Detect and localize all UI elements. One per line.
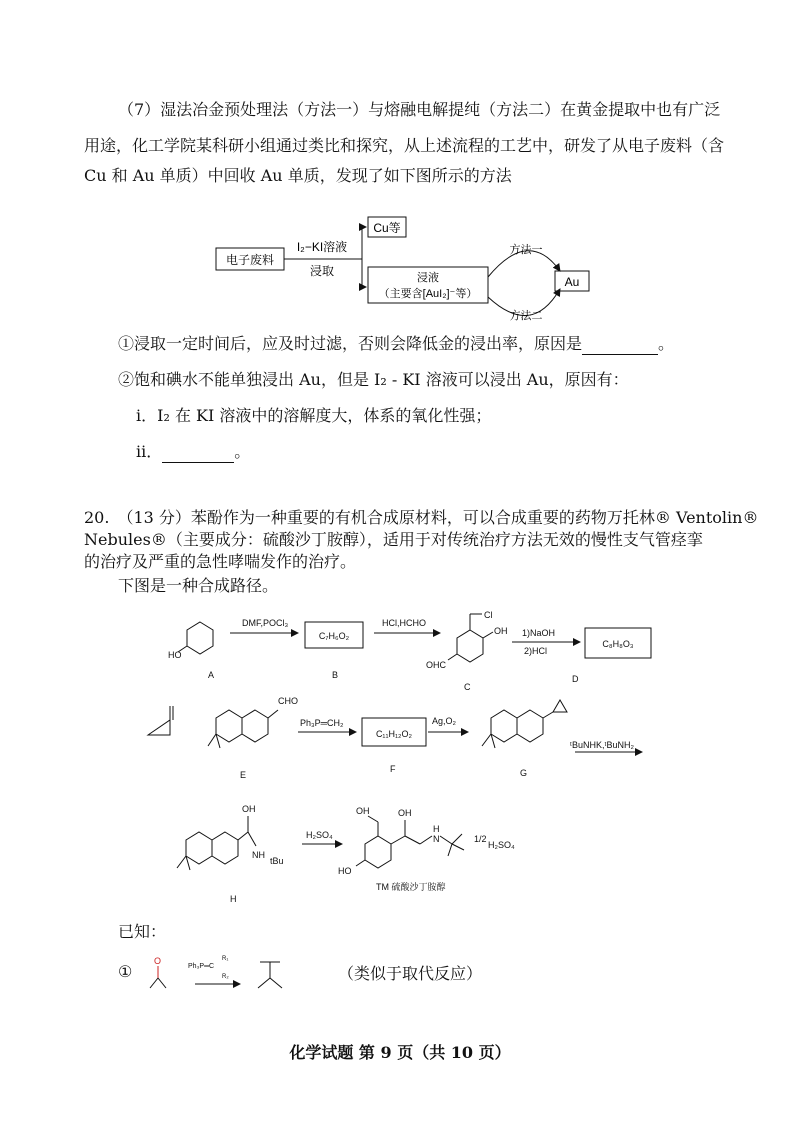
h-ring [212,832,238,864]
reagent-3b: 2)HCl [524,646,548,656]
c-hydroxyl: OH [494,626,508,636]
q7-sub2-ii: ii． 。 [136,442,251,461]
product-ring [365,836,391,868]
known-1-number: ① [118,962,133,981]
product-ho: HO [338,866,352,876]
known-1-note: （类似于取代反应） [338,964,483,983]
a-hydroxyl: HO [168,650,182,660]
carbonyl-oxygen: O [154,956,162,966]
label-d: D [572,674,579,684]
liquor-note: （主要含[AuI₂]⁻等） [378,288,478,300]
e-ring [242,710,268,742]
label-b: B [332,670,339,680]
q20-line-3: 的治疗及严重的急性哮喘发作的治疗。 [84,552,357,571]
start-label: 电子废料 [225,253,275,267]
h-tbu: tBu [270,856,284,866]
r2-label: R₂ [222,974,229,980]
q20-line-2: Nebules®（主要成分：硫酸沙丁胺醇），适用于对传统治疗方法无效的慢性支气管痉挛 [84,530,703,549]
q7-sub2: ②饱和碘水不能单独浸出 Au，但是 I₂ - KI 溶液可以浸出 Au，原因有： [118,370,629,389]
product-oh-2: OH [398,808,412,818]
h-hydroxyl: OH [242,804,256,814]
q7-line-1: （7）湿法冶金预处理法（方法一）与熔融电解提纯（方法二）在黄金提取中也有广泛 [118,100,721,119]
label-e: E [240,770,247,780]
process-label: 浸取 [309,264,335,278]
phenol-ring [187,622,213,654]
method2-label: 方法二 [509,310,543,322]
reagent-label: I₂−KI溶液 [296,240,348,254]
reagent-2: HCl,HCHO [382,618,426,628]
reagent-5: Ag,O₂ [432,716,457,726]
g-ring [517,710,543,742]
product-n: N [433,834,440,844]
salt-fraction: 1/2 [474,834,487,844]
method1-label: 方法一 [509,244,543,256]
au-recovery-flowchart [200,205,620,325]
product-name: TM 硫酸沙丁胺醇 [376,882,446,892]
ylide-reagent: Ph₃P═C [188,963,215,970]
q7-line-3: Cu 和 Au 单质）中回收 Au 单质，发现了如下图所示的方法 [84,166,512,185]
c-ring [457,630,483,662]
label-g: G [520,768,528,778]
c-chloro: Cl [484,610,493,620]
b-formula: C₇H₆O₂ [318,631,350,641]
answer-blank-1[interactable] [582,334,658,355]
c-aldehyde: OHC [426,660,446,670]
reagent-6: ᵗBuNHK,ᵗBuNH₂ [570,740,634,750]
product-oh-1: OH [356,806,370,816]
q7-line-2: 用途，化工学院某科研小组通过类比和探究，从上述流程的工艺中，研发了从电子废料（含 [84,136,725,155]
synthesis-scheme [130,600,730,915]
product-label: Au [564,275,580,289]
reagent-7: H₂SO₄ [306,830,333,840]
reagent-3a: 1)NaOH [522,628,556,638]
page-footer: 化学试题 第 9 页（共 10 页） [289,1043,511,1062]
e-aldehyde: CHO [278,696,298,706]
known-heading: 已知： [118,922,167,941]
q7-sub2-i: i．I₂ 在 KI 溶液中的溶解度大，体系的氧化性强； [136,406,492,425]
q20-line-4: 下图是一种合成路径。 [118,576,279,595]
f-formula: C₁₁H₁₂O₂ [375,729,413,739]
byproduct-label: Cu等 [373,221,401,235]
r1-label: R₁ [222,956,229,962]
label-f: F [390,764,396,774]
reagent-4: Ph₃P═CH₂ [300,718,344,728]
reagent-1: DMF,POCl₃ [242,618,289,628]
product-nh: H [433,824,440,834]
known-reaction-1 [140,948,320,1008]
q20-line-1: 20. （13 分）苯酚作为一种重要的有机合成原材料，可以合成重要的药物万托林® Ventolin® [84,508,759,527]
q7-sub1: ①浸取一定时间后，应及时过滤，否则会降低金的浸出率，原因是 。 [118,334,675,353]
answer-blank-2[interactable] [162,442,234,463]
salt-formula: H₂SO₄ [488,840,515,850]
label-a: A [208,670,215,680]
d-formula: C₈H₈O₃ [602,639,634,649]
label-c: C [464,682,471,692]
liquor-label: 浸液 [417,272,439,284]
h-amine: NH [252,850,265,860]
label-h: H [230,894,237,904]
